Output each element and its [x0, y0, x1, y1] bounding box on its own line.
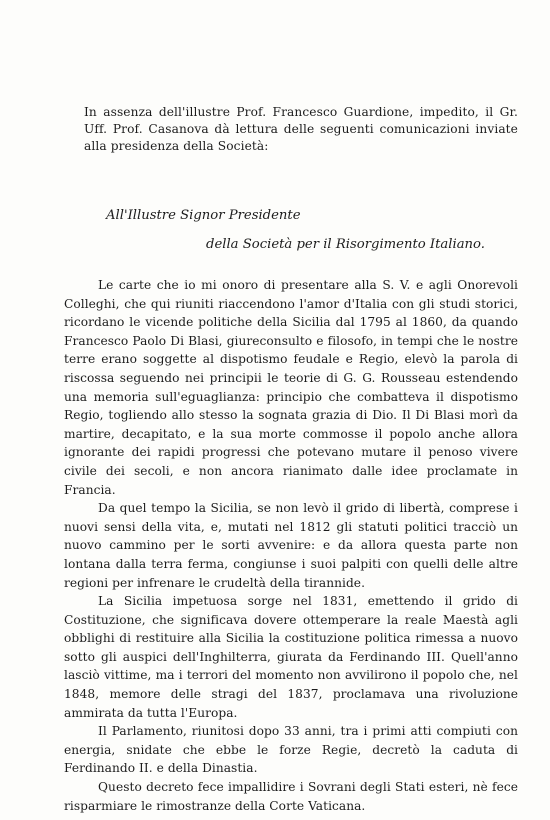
body-paragraph: Le carte che io mi onoro di presentare alla S. V. e agli Onorevoli Colleghi, che qui riuniti riaccendono l'amor d'Italia con gli studi storici, ricordano le vicende politiche della Sicilia dal 1795 al 1860, da quando Francesco Paolo Di Blasi, giureconsulto e filosofo, in tempi che le nostre terre erano soggette al dispotismo feudale e Regio, elevò la parola di riscossa seguendo nei principii le teorie di G. G. Rousseau estendendo una memoria sull'eguaglianza: principio che combatteva il dispotismo Regio, togliendo allo stesso la sognata grazia di Dio. Il Di Blasi morì da martire, decapitato, e la sua morte commosse il popolo anche allora ignorante dei rapidi progressi che potevano mutare il penoso vivere civile dei secoli, e non ancora rianimato dalle idee proclamate in Francia.: [64, 278, 518, 497]
letter-body: [64, 276, 518, 815]
intro-paragraph: In assenza dell'illustre Prof. Francesco Guardione, impedito, il Gr. Uff. Prof. Casanova dà lettura delle seguenti comunicazioni inviate alla presidenza della Società:: [84, 105, 518, 153]
body-paragraph: La Sicilia impetuosa sorge nel 1831, emettendo il grido di Costituzione, che significava dovere ottemperare la reale Maestà agli obblighi di restituire alla Sicilia la costituzione politica rimessa a nuovo sotto gli auspici dell'Inghilterra, giurata da Ferdinando III. Quell'anno lasciò vittime, ma i terrori del momento non avvilirono il popolo che, nel 1848, memore delle stragi del 1837, proclamava una rivoluzione ammirata da tutta l'Europa.: [64, 594, 518, 720]
body-paragraph: Il Parlamento, riunitosi dopo 33 anni, tra i primi atti compiuti con energia, snidate che ebbe le forze Regie, decretò la caduta di Ferdinando II. e della Dinastia.: [64, 724, 518, 776]
body-paragraph: Da quel tempo la Sicilia, se non levò il grido di libertà, comprese i nuovi sensi della vita, e, mutati nel 1812 gli statuti politici tracciò un nuovo cammino per le sorti avvenire: e da allora questa parte non lontana dalla terra ferma, congiunse i suoi palpiti con quelli delle altre regioni per infrenare le crudeltà della tirannide.: [64, 501, 518, 590]
society-line: della Società per il Risorgimento Italiano.: [206, 237, 485, 252]
address-block: [64, 207, 518, 253]
addressee-line: All'Illustre Signor Presidente: [106, 208, 301, 223]
body-paragraph: Questo decreto fece impallidire i Sovrani degli Stati esteri, nè fece risparmiare le rimostranze della Corte Vaticana.: [64, 780, 518, 813]
